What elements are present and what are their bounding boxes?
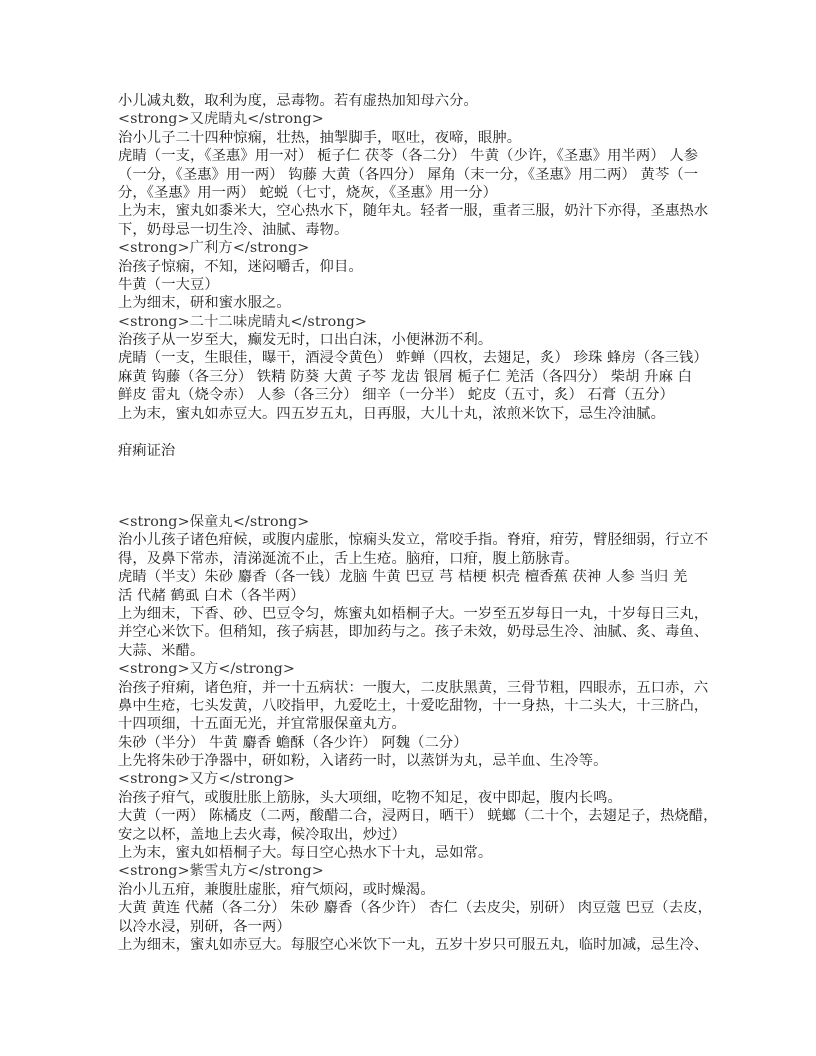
text-line: 大黄（一两） 陈橘皮（二两，酸醋二合，浸两日，晒干） 蜣螂（二十个，去翅足子，热烧醋， xyxy=(118,808,718,825)
text-line: 麻黄 钩藤（各三分） 铁精 防葵 大黄 子芩 龙齿 银屑 栀子仁 羌活（各四分） 柴胡 升麻 白 xyxy=(118,368,693,385)
text-line: 治小儿孩子诸色疳候，或腹内虚胀，惊痫头发立，常咬手指。脊疳，疳劳，臂胫细弱，行立不 xyxy=(118,532,709,549)
text-line: 并空心米饮下。但稍知，孩子病甚，即加药与之。孩子未效，奶母忌生冷、油腻、炙、毒鱼、 xyxy=(118,624,709,641)
text-line: 治孩子惊痫，不知，迷闷嚼舌，仰目。 xyxy=(118,258,363,275)
text-line: 安之以杯，盖地上去火毒，候冷取出，炒过） xyxy=(118,826,406,843)
text-line: 上先将朱砂于净器中，研如粉，入诸药一时，以蒸饼为丸，忌羊血、生冷等。 xyxy=(118,753,608,770)
recipe-title-line: <strong>又虎睛丸</strong> xyxy=(118,111,324,128)
text-line: 大蒜、米醋。 xyxy=(118,642,205,659)
section-heading: 疳痢证治 xyxy=(118,443,176,459)
text-line: 分，《圣惠》用一两） 蛇蜕（七寸，烧灰，《圣惠》用一分） xyxy=(118,184,498,201)
text-line: 治孩子从一岁至大，癫发无时，口出白沫，小便淋沥不利。 xyxy=(118,332,493,349)
text-line: 小儿减丸数，取利为度，忌毒物。若有虚热加知母六分。 xyxy=(118,93,478,109)
text-line: 虎睛（半支）朱砂 麝香（各一钱）龙脑 牛黄 巴豆 芎 桔梗 枳壳 檀香蕉 茯神 人参 当归 羌 xyxy=(118,569,688,586)
text-line: 十四项细，十五面无光，并宜常服保童丸方。 xyxy=(118,716,406,733)
text-line: 以冷水浸，别研，各一两） xyxy=(118,918,291,935)
text-line: 鼻中生疮，七头发黄，八咬指甲，九爱吃土，十爱吃甜物，十一身热，十二头大，十三脐凸， xyxy=(118,697,709,714)
text-block-2 xyxy=(118,513,718,954)
text-line: 上为末，蜜丸如赤豆大。四五岁五丸，日再服，大儿十丸，浓煎米饮下，忌生冷油腻。 xyxy=(118,405,666,422)
recipe-title-line: <strong>保童丸</strong> xyxy=(118,514,310,530)
text-line: 上为末，蜜丸如黍米大，空心热水下，随年丸。轻者一服，重者三服，奶汁下亦得，圣惠热水 xyxy=(118,203,709,220)
text-line: 治孩子疳气，或腹肚胀上筋脉，头大项细，吃物不知足，夜中即起，腹内长鸣。 xyxy=(118,789,622,806)
recipe-title-line: <strong>又方</strong> xyxy=(118,661,295,678)
recipe-title-line: <strong>二十二味虎睛丸</strong> xyxy=(118,313,367,330)
text-block-1 xyxy=(118,92,708,423)
text-line: 得，及鼻下常赤，清涕涎流不止，舌上生疮。脑疳，口疳，腹上筋脉青。 xyxy=(118,550,579,567)
text-line: 朱砂（半分） 牛黄 麝香 蟾酥（各少许） 阿魏（二分） xyxy=(118,734,468,751)
text-line: 上为细末，研和蜜水服之。 xyxy=(118,295,291,312)
text-line: 上为末，蜜丸如梧桐子大。每日空心热水下十丸，忌如常。 xyxy=(118,845,493,862)
text-line: 虎睛（一支，《圣惠》用一对） 栀子仁 茯苓（各二分） 牛黄（少许，《圣惠》用半两） 人参 xyxy=(118,148,699,165)
text-line: 下，奶母忌一切生冷、油腻、毒物。 xyxy=(118,221,349,238)
text-line: 治小儿子二十四种惊痫，壮热，抽掣脚手，呕吐，夜啼，眼肿。 xyxy=(118,129,522,146)
text-line: 鲜皮 雷丸（烧令赤） 人参（各三分） 细辛（一分半） 蛇皮（五寸，炙） 石膏（五分） xyxy=(118,387,674,404)
recipe-title-line: <strong>紫雪丸方</strong> xyxy=(118,863,324,880)
text-line: 治孩子疳痢，诸色疳，并一十五病状：一腹大，二皮肤黑黄，三骨节粗，四眼赤，五口赤，六 xyxy=(118,679,709,696)
text-line: 活 代赭 鹤虱 白术（各半两） xyxy=(118,587,305,604)
text-line: （一分，《圣惠》用一两） 钩藤 大黄（各四分） 犀角（末一分，《圣惠》用二两） 黄芩（一 xyxy=(118,166,699,183)
text-line: 牛黄（一大豆） xyxy=(118,276,219,293)
text-line: 大黄 黄连 代赭（各二分） 朱砂 麝香（各少许） 杏仁（去皮尖，别研） 肉豆蔻 巴豆（去皮， xyxy=(118,900,712,917)
recipe-title-line: <strong>又方</strong> xyxy=(118,771,295,788)
text-line: 治小儿五疳，兼腹肚虚胀，疳气烦闷，或时燥渴。 xyxy=(118,881,435,898)
recipe-title-line: <strong>广利方</strong> xyxy=(118,240,310,257)
text-line: 上为细末，下香、砂、巴豆令匀，炼蜜丸如梧桐子大。一岁至五岁每日一丸，十岁每日三丸， xyxy=(118,605,709,622)
text-line: 虎睛（一支，生眼佳，曝干，酒浸令黄色） 蚱蝉（四枚，去翅足，炙） 珍珠 蜂房（各三钱） xyxy=(118,350,708,367)
text-line: 上为细末，蜜丸如赤豆大。每服空心米饮下一丸，五岁十岁只可服五丸，临时加减，忌生冷、 xyxy=(118,936,709,953)
